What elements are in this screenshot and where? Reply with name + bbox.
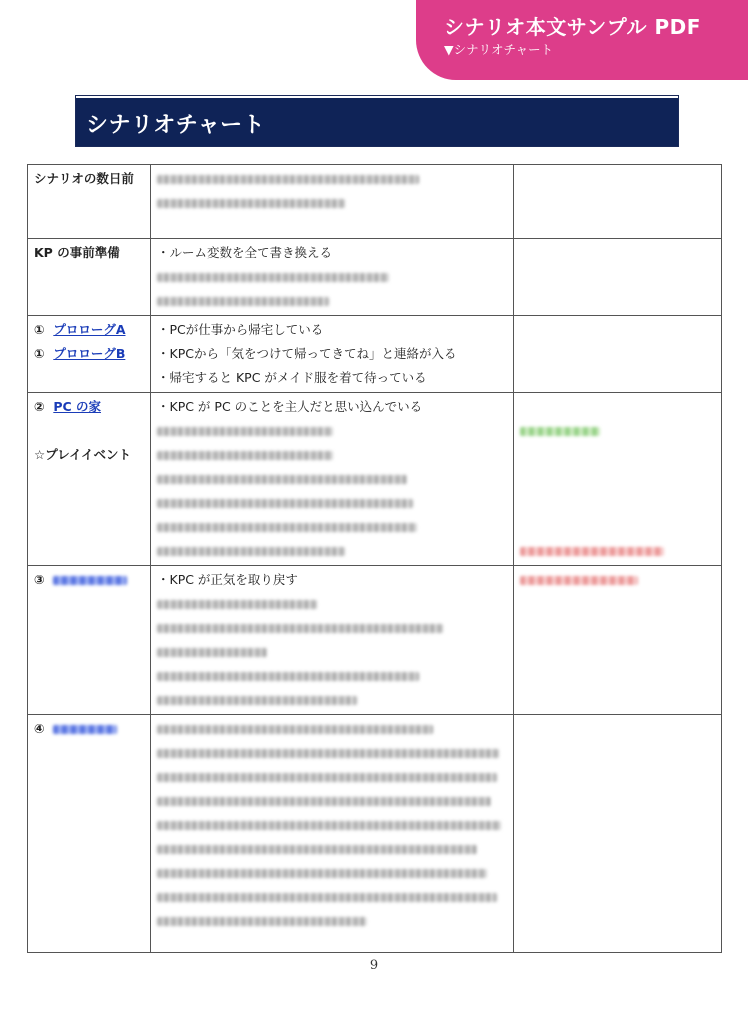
table-row bbox=[28, 715, 722, 953]
redacted-text bbox=[157, 297, 329, 306]
row-content-cell bbox=[151, 566, 514, 715]
row-note-cell bbox=[514, 566, 722, 715]
redacted-line bbox=[157, 861, 507, 885]
redacted-text bbox=[157, 845, 477, 854]
prologue-b-link[interactable]: プロローグB bbox=[53, 346, 126, 361]
redacted-text bbox=[157, 917, 367, 926]
redacted-text bbox=[157, 624, 443, 633]
row-note-cell bbox=[514, 715, 722, 953]
table-row bbox=[28, 316, 722, 393]
table-row bbox=[28, 239, 722, 316]
play-event-label: ☆プレイイベント bbox=[34, 447, 131, 462]
pc-home-line bbox=[34, 395, 144, 419]
row-label: シナリオの数日前 bbox=[34, 171, 134, 186]
redacted-text bbox=[157, 648, 267, 657]
document-title: シナリオ本文サンプル PDF bbox=[444, 15, 701, 39]
row-content-cell bbox=[151, 165, 514, 239]
header-tab bbox=[416, 0, 748, 80]
redacted-line bbox=[157, 837, 507, 861]
step-3-line bbox=[34, 568, 144, 592]
redacted-text bbox=[157, 773, 497, 782]
row-label-cell bbox=[28, 165, 151, 239]
row-content-cell bbox=[151, 715, 514, 953]
step-4-line bbox=[34, 717, 144, 741]
redacted-line bbox=[157, 616, 507, 640]
row-label-cell bbox=[28, 239, 151, 316]
prologue-a-line bbox=[34, 318, 144, 342]
redacted-line bbox=[157, 688, 507, 712]
redacted-line bbox=[520, 568, 715, 592]
redacted-text bbox=[157, 749, 499, 758]
step-number: ① bbox=[34, 322, 45, 337]
redacted-line bbox=[520, 419, 715, 443]
redacted-text bbox=[157, 427, 333, 436]
redacted-line bbox=[520, 395, 715, 419]
prologue-a-link[interactable]: プロローグA bbox=[53, 322, 126, 337]
redacted-line bbox=[157, 765, 507, 789]
section-banner bbox=[76, 96, 678, 146]
redacted-line bbox=[520, 539, 715, 563]
row-content-cell bbox=[151, 239, 514, 316]
redacted-line bbox=[157, 789, 507, 813]
redacted-text bbox=[157, 523, 417, 532]
row-note-cell bbox=[514, 393, 722, 566]
row-content-cell bbox=[151, 393, 514, 566]
content-line: ・PCが仕事から帰宅している bbox=[157, 322, 324, 337]
redacted-line bbox=[157, 167, 507, 191]
row-label-cell bbox=[28, 715, 151, 953]
redacted-text bbox=[157, 475, 407, 484]
content-line: ・ルーム変数を全て書き換える bbox=[157, 245, 333, 260]
spacer bbox=[34, 419, 144, 443]
redacted-text bbox=[157, 821, 501, 830]
row-note-cell bbox=[514, 165, 722, 239]
redacted-text bbox=[157, 547, 345, 556]
redacted-line bbox=[157, 265, 507, 289]
table-row bbox=[28, 566, 722, 715]
redacted-line bbox=[157, 741, 507, 765]
redacted-line bbox=[157, 592, 507, 616]
redacted-line bbox=[157, 539, 507, 563]
redacted-line bbox=[157, 191, 507, 215]
redacted-line bbox=[157, 813, 507, 837]
redacted-text bbox=[157, 175, 419, 184]
content-line: ・KPC が正気を取り戻す bbox=[157, 572, 298, 587]
row-label-cell bbox=[28, 393, 151, 566]
redacted-line bbox=[157, 909, 507, 933]
redacted-note bbox=[520, 427, 600, 436]
redacted-text bbox=[157, 696, 357, 705]
redacted-line bbox=[157, 289, 507, 313]
redacted-text bbox=[157, 273, 389, 282]
redacted-text bbox=[157, 451, 333, 460]
document-subtitle: ▼シナリオチャート bbox=[444, 42, 554, 57]
redacted-text bbox=[157, 499, 413, 508]
content-line: ・KPC が PC のことを主人だと思い込んでいる bbox=[157, 399, 423, 414]
redacted-line bbox=[157, 419, 507, 443]
step-number: ③ bbox=[34, 572, 45, 587]
prologue-b-line bbox=[34, 342, 144, 366]
row-label-cell bbox=[28, 566, 151, 715]
table-row bbox=[28, 393, 722, 566]
redacted-link[interactable] bbox=[53, 576, 127, 585]
section-title: シナリオチャート bbox=[86, 113, 266, 138]
content-line: ・KPCから「気をつけて帰ってきてね」と連絡が入る bbox=[157, 346, 457, 361]
redacted-text bbox=[157, 725, 433, 734]
row-note-cell bbox=[514, 239, 722, 316]
pc-home-link[interactable]: PC の家 bbox=[53, 399, 101, 414]
table-row bbox=[28, 165, 722, 239]
redacted-text bbox=[157, 600, 317, 609]
redacted-text bbox=[157, 672, 419, 681]
redacted-note bbox=[520, 576, 638, 585]
row-label: KP の事前準備 bbox=[34, 245, 120, 260]
redacted-note bbox=[520, 547, 664, 556]
redacted-line bbox=[157, 717, 507, 741]
row-content-cell bbox=[151, 316, 514, 393]
redacted-text bbox=[157, 797, 491, 806]
redacted-line bbox=[157, 443, 507, 467]
content-line: ・帰宅すると KPC がメイド服を着て待っている bbox=[157, 370, 427, 385]
redacted-text bbox=[157, 869, 487, 878]
step-number: ① bbox=[34, 346, 45, 361]
redacted-line bbox=[157, 491, 507, 515]
redacted-line bbox=[157, 467, 507, 491]
redacted-line bbox=[157, 885, 507, 909]
page-number: 9 bbox=[369, 958, 379, 973]
scenario-chart-table bbox=[27, 164, 722, 953]
redacted-line bbox=[157, 664, 507, 688]
row-label-cell bbox=[28, 316, 151, 393]
row-note-cell bbox=[514, 316, 722, 393]
redacted-text bbox=[157, 893, 497, 902]
redacted-line bbox=[157, 515, 507, 539]
redacted-link[interactable] bbox=[53, 725, 117, 734]
redacted-line bbox=[157, 640, 507, 664]
step-number: ④ bbox=[34, 721, 45, 736]
redacted-text bbox=[157, 199, 345, 208]
step-number: ② bbox=[34, 399, 45, 414]
